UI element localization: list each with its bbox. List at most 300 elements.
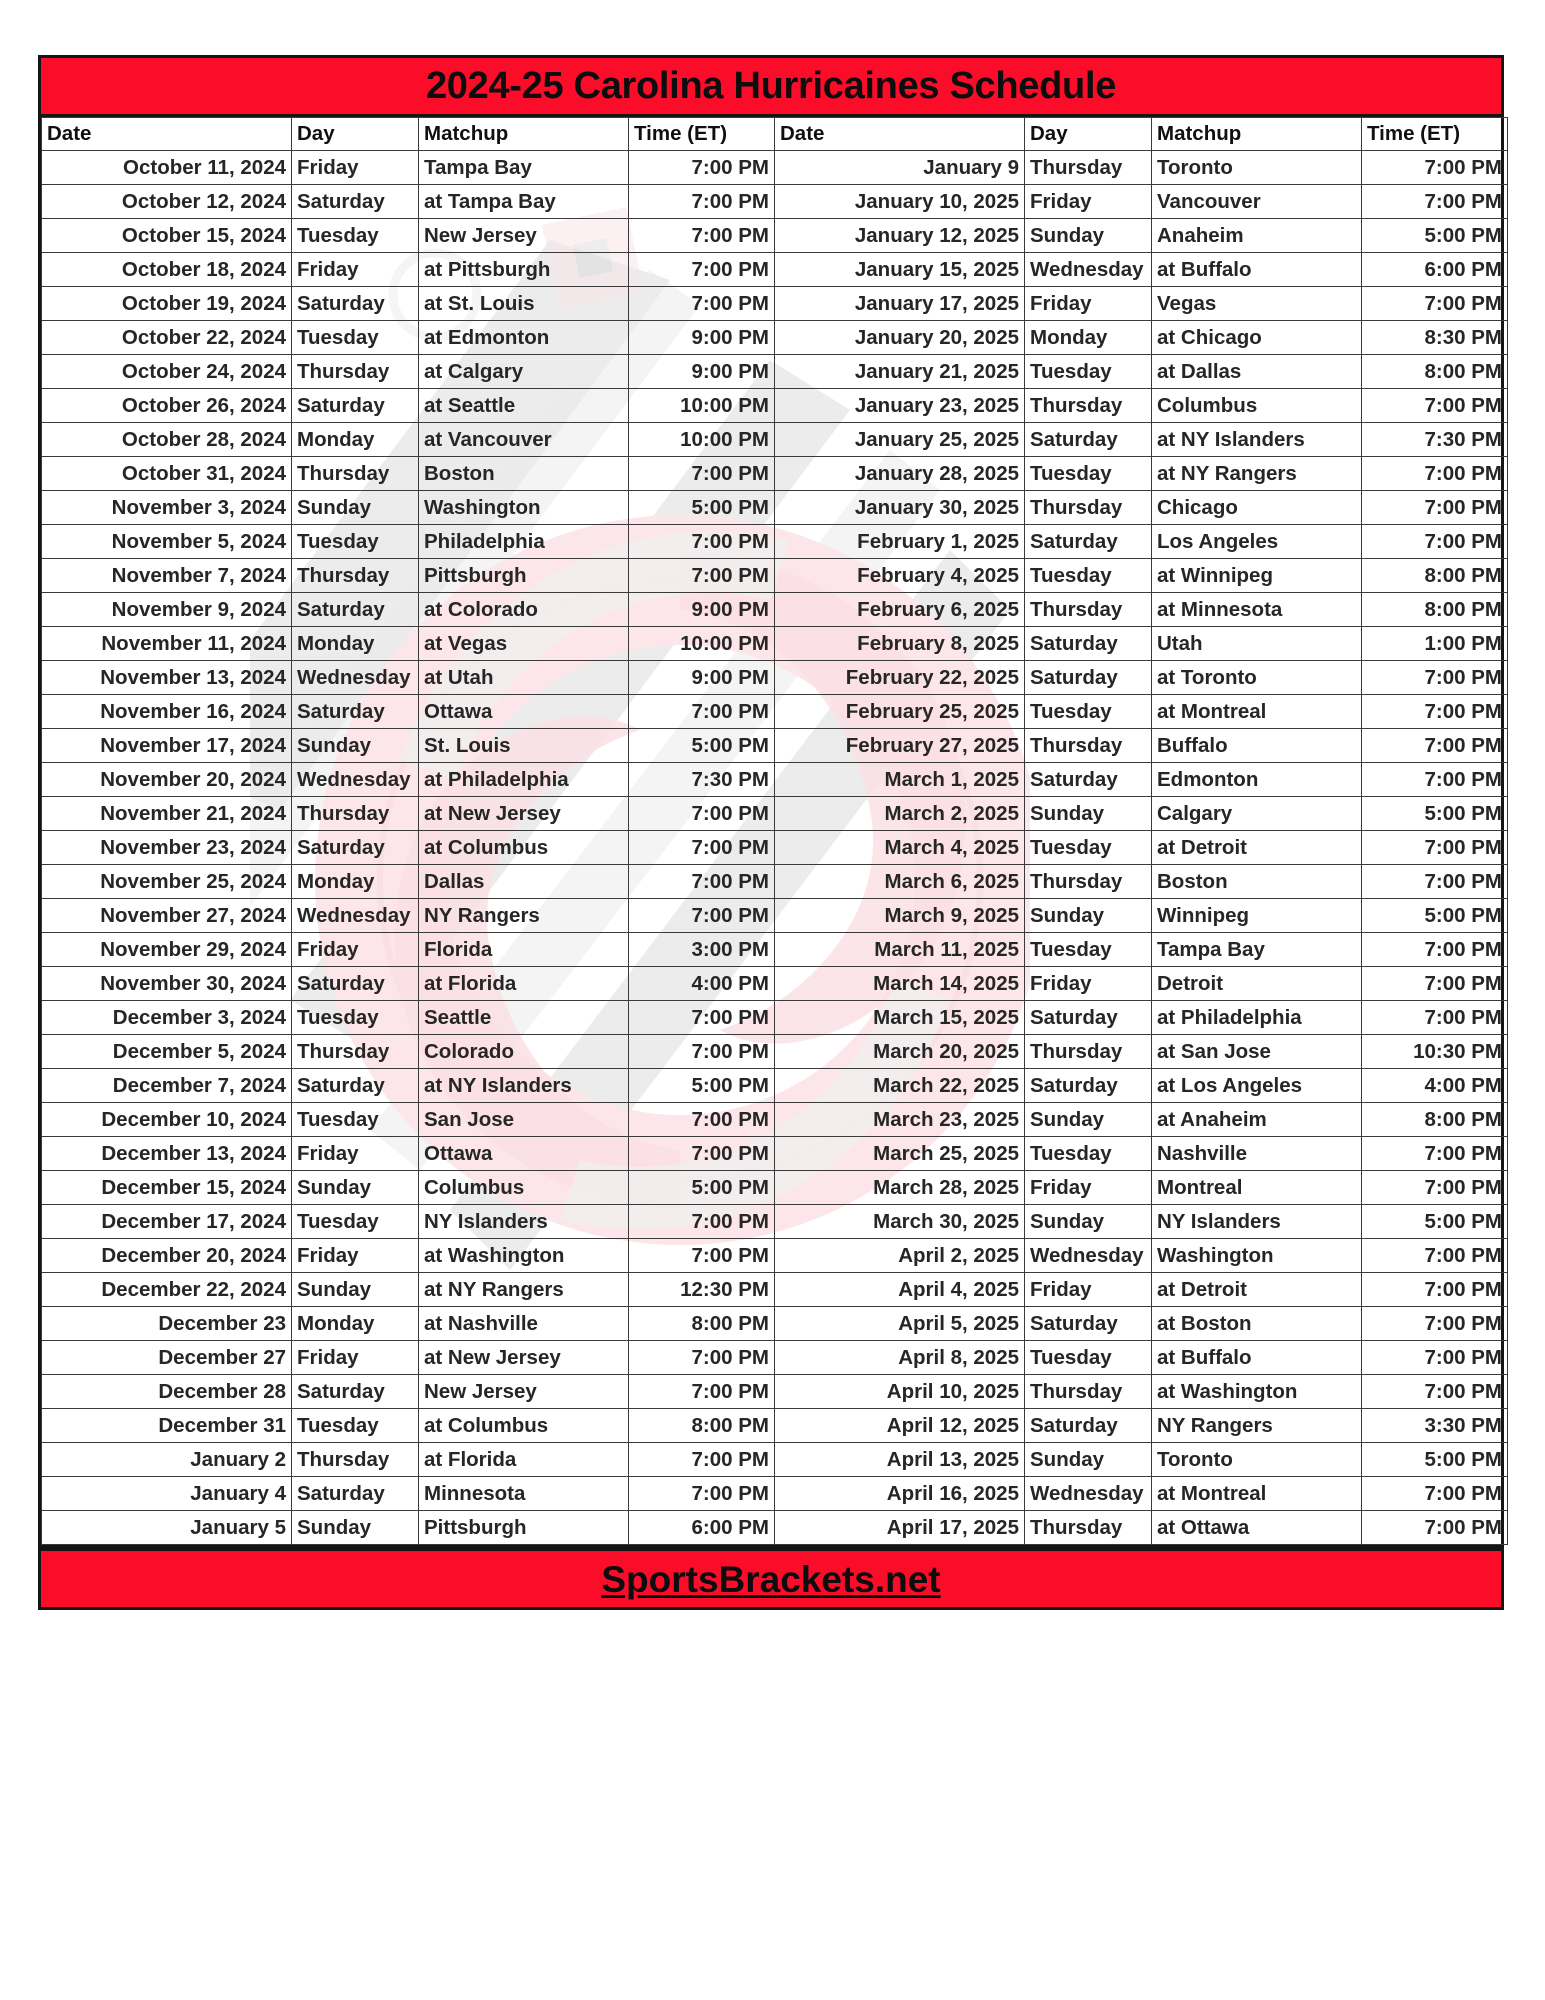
game-matchup: at Florida: [419, 967, 629, 1001]
header-time-left: Time (ET): [629, 118, 775, 151]
game-day: Wednesday: [292, 763, 419, 797]
game-day: Sunday: [292, 1511, 419, 1545]
game-time: 7:00 PM: [629, 185, 775, 219]
game-day: Sunday: [1025, 899, 1152, 933]
game-time: 7:00 PM: [1362, 1171, 1508, 1205]
table-row: [42, 219, 1508, 253]
game-date: March 2, 2025: [775, 797, 1025, 831]
game-matchup: Nashville: [1152, 1137, 1362, 1171]
game-date: November 27, 2024: [42, 899, 292, 933]
table-row: [42, 355, 1508, 389]
game-matchup: at NY Islanders: [419, 1069, 629, 1103]
game-time: 7:00 PM: [1362, 1307, 1508, 1341]
game-matchup: Dallas: [419, 865, 629, 899]
table-row: [42, 1001, 1508, 1035]
game-day: Wednesday: [292, 661, 419, 695]
game-day: Wednesday: [1025, 1239, 1152, 1273]
game-matchup: Montreal: [1152, 1171, 1362, 1205]
table-row: [42, 1103, 1508, 1137]
table-row: [42, 253, 1508, 287]
table-row: [42, 729, 1508, 763]
table-row: [42, 321, 1508, 355]
game-date: December 15, 2024: [42, 1171, 292, 1205]
game-day: Friday: [1025, 967, 1152, 1001]
game-time: 7:00 PM: [1362, 1511, 1508, 1545]
game-day: Friday: [292, 933, 419, 967]
game-matchup: at San Jose: [1152, 1035, 1362, 1069]
game-day: Monday: [292, 865, 419, 899]
game-matchup: at Detroit: [1152, 831, 1362, 865]
game-day: Friday: [292, 253, 419, 287]
game-day: Wednesday: [1025, 1477, 1152, 1511]
game-day: Sunday: [292, 491, 419, 525]
game-day: Tuesday: [292, 1409, 419, 1443]
game-matchup: at Buffalo: [1152, 1341, 1362, 1375]
table-row: [42, 1137, 1508, 1171]
game-day: Thursday: [1025, 1375, 1152, 1409]
game-day: Thursday: [292, 1443, 419, 1477]
game-time: 8:00 PM: [1362, 355, 1508, 389]
table-row: [42, 967, 1508, 1001]
game-time: 7:00 PM: [629, 1443, 775, 1477]
game-time: 7:00 PM: [1362, 865, 1508, 899]
game-date: December 31: [42, 1409, 292, 1443]
game-day: Saturday: [292, 967, 419, 1001]
game-time: 7:00 PM: [1362, 1001, 1508, 1035]
game-matchup: New Jersey: [419, 219, 629, 253]
game-day: Sunday: [1025, 797, 1152, 831]
game-day: Tuesday: [1025, 1137, 1152, 1171]
game-matchup: at Montreal: [1152, 695, 1362, 729]
table-row: [42, 1171, 1508, 1205]
table-row: [42, 559, 1508, 593]
game-date: January 15, 2025: [775, 253, 1025, 287]
game-day: Thursday: [1025, 491, 1152, 525]
game-time: 7:00 PM: [1362, 1477, 1508, 1511]
table-row: [42, 593, 1508, 627]
game-time: 7:00 PM: [629, 287, 775, 321]
table-row: [42, 1409, 1508, 1443]
game-date: January 5: [42, 1511, 292, 1545]
game-day: Friday: [292, 1239, 419, 1273]
game-day: Wednesday: [1025, 253, 1152, 287]
game-day: Saturday: [292, 287, 419, 321]
game-date: April 5, 2025: [775, 1307, 1025, 1341]
game-time: 5:00 PM: [1362, 1205, 1508, 1239]
game-matchup: Chicago: [1152, 491, 1362, 525]
game-date: December 13, 2024: [42, 1137, 292, 1171]
game-matchup: Washington: [1152, 1239, 1362, 1273]
game-time: 5:00 PM: [1362, 1443, 1508, 1477]
game-matchup: Seattle: [419, 1001, 629, 1035]
game-time: 7:00 PM: [1362, 457, 1508, 491]
game-matchup: NY Rangers: [1152, 1409, 1362, 1443]
game-time: 7:00 PM: [629, 865, 775, 899]
game-time: 7:00 PM: [1362, 1273, 1508, 1307]
game-day: Saturday: [292, 695, 419, 729]
game-date: October 22, 2024: [42, 321, 292, 355]
game-date: November 7, 2024: [42, 559, 292, 593]
game-matchup: Minnesota: [419, 1477, 629, 1511]
table-row: [42, 661, 1508, 695]
table-row: [42, 1273, 1508, 1307]
table-row: [42, 695, 1508, 729]
game-matchup: Utah: [1152, 627, 1362, 661]
game-day: Saturday: [1025, 661, 1152, 695]
game-date: March 14, 2025: [775, 967, 1025, 1001]
table-row: [42, 389, 1508, 423]
header-day-left: Day: [292, 118, 419, 151]
game-day: Saturday: [1025, 525, 1152, 559]
table-header-row: [42, 118, 1508, 151]
game-time: 7:00 PM: [1362, 967, 1508, 1001]
game-date: March 20, 2025: [775, 1035, 1025, 1069]
game-time: 7:00 PM: [629, 1477, 775, 1511]
table-row: [42, 1443, 1508, 1477]
game-matchup: Ottawa: [419, 1137, 629, 1171]
table-row: [42, 287, 1508, 321]
game-date: January 25, 2025: [775, 423, 1025, 457]
game-matchup: Vegas: [1152, 287, 1362, 321]
game-time: 4:00 PM: [1362, 1069, 1508, 1103]
game-date: March 11, 2025: [775, 933, 1025, 967]
game-time: 3:00 PM: [629, 933, 775, 967]
game-date: February 25, 2025: [775, 695, 1025, 729]
game-matchup: Toronto: [1152, 1443, 1362, 1477]
schedule-footer-bar: [38, 1548, 1504, 1610]
game-date: February 4, 2025: [775, 559, 1025, 593]
game-time: 4:00 PM: [629, 967, 775, 1001]
game-date: December 23: [42, 1307, 292, 1341]
game-day: Monday: [292, 627, 419, 661]
game-time: 5:00 PM: [1362, 219, 1508, 253]
game-date: March 1, 2025: [775, 763, 1025, 797]
table-row: [42, 1341, 1508, 1375]
game-matchup: at Columbus: [419, 1409, 629, 1443]
game-time: 5:00 PM: [1362, 899, 1508, 933]
game-date: March 6, 2025: [775, 865, 1025, 899]
table-row: [42, 1035, 1508, 1069]
game-day: Friday: [292, 1341, 419, 1375]
game-matchup: at Ottawa: [1152, 1511, 1362, 1545]
game-day: Thursday: [1025, 1511, 1152, 1545]
game-time: 7:00 PM: [629, 797, 775, 831]
game-date: October 31, 2024: [42, 457, 292, 491]
game-matchup: Ottawa: [419, 695, 629, 729]
game-matchup: Tampa Bay: [1152, 933, 1362, 967]
table-row: [42, 899, 1508, 933]
game-matchup: NY Rangers: [419, 899, 629, 933]
header-day-right: Day: [1025, 118, 1152, 151]
game-time: 1:00 PM: [1362, 627, 1508, 661]
game-day: Thursday: [292, 1035, 419, 1069]
game-day: Saturday: [292, 1069, 419, 1103]
game-time: 9:00 PM: [629, 593, 775, 627]
header-matchup-left: Matchup: [419, 118, 629, 151]
game-date: January 17, 2025: [775, 287, 1025, 321]
game-time: 7:00 PM: [1362, 389, 1508, 423]
game-date: January 12, 2025: [775, 219, 1025, 253]
game-date: October 11, 2024: [42, 151, 292, 185]
game-matchup: at Boston: [1152, 1307, 1362, 1341]
game-date: November 11, 2024: [42, 627, 292, 661]
game-matchup: San Jose: [419, 1103, 629, 1137]
game-day: Thursday: [1025, 865, 1152, 899]
game-day: Tuesday: [292, 321, 419, 355]
game-time: 5:00 PM: [629, 1069, 775, 1103]
game-matchup: Edmonton: [1152, 763, 1362, 797]
game-time: 7:00 PM: [629, 695, 775, 729]
game-matchup: at Buffalo: [1152, 253, 1362, 287]
game-day: Tuesday: [292, 1103, 419, 1137]
game-time: 7:00 PM: [629, 525, 775, 559]
page-title: 2024-25 Carolina Hurricaines Schedule: [425, 65, 1117, 107]
game-day: Tuesday: [1025, 1341, 1152, 1375]
game-matchup: New Jersey: [419, 1375, 629, 1409]
game-day: Saturday: [1025, 763, 1152, 797]
game-day: Thursday: [1025, 729, 1152, 763]
game-time: 8:00 PM: [1362, 593, 1508, 627]
game-day: Friday: [292, 1137, 419, 1171]
game-date: January 28, 2025: [775, 457, 1025, 491]
game-matchup: at Washington: [1152, 1375, 1362, 1409]
game-matchup: at Winnipeg: [1152, 559, 1362, 593]
game-time: 6:00 PM: [629, 1511, 775, 1545]
game-time: 7:30 PM: [629, 763, 775, 797]
game-matchup: Washington: [419, 491, 629, 525]
schedule-grid: [38, 117, 1504, 1548]
game-day: Tuesday: [292, 525, 419, 559]
game-day: Saturday: [1025, 1001, 1152, 1035]
game-date: March 4, 2025: [775, 831, 1025, 865]
game-date: April 17, 2025: [775, 1511, 1025, 1545]
table-row: [42, 1205, 1508, 1239]
game-date: December 20, 2024: [42, 1239, 292, 1273]
game-day: Sunday: [1025, 1443, 1152, 1477]
game-matchup: at St. Louis: [419, 287, 629, 321]
game-date: April 4, 2025: [775, 1273, 1025, 1307]
game-time: 7:00 PM: [629, 1239, 775, 1273]
game-date: January 9: [775, 151, 1025, 185]
game-matchup: Philadelphia: [419, 525, 629, 559]
schedule-title-bar: [38, 55, 1504, 117]
game-date: December 3, 2024: [42, 1001, 292, 1035]
game-day: Tuesday: [1025, 355, 1152, 389]
game-date: November 30, 2024: [42, 967, 292, 1001]
game-matchup: St. Louis: [419, 729, 629, 763]
game-time: 8:30 PM: [1362, 321, 1508, 355]
game-day: Monday: [292, 423, 419, 457]
game-time: 8:00 PM: [1362, 559, 1508, 593]
game-matchup: Boston: [1152, 865, 1362, 899]
game-time: 8:00 PM: [1362, 1103, 1508, 1137]
game-matchup: NY Islanders: [1152, 1205, 1362, 1239]
game-time: 7:00 PM: [629, 219, 775, 253]
game-day: Sunday: [292, 729, 419, 763]
game-time: 7:00 PM: [1362, 661, 1508, 695]
game-day: Sunday: [1025, 1103, 1152, 1137]
game-date: November 29, 2024: [42, 933, 292, 967]
header-time-right: Time (ET): [1362, 118, 1508, 151]
game-time: 5:00 PM: [629, 491, 775, 525]
game-matchup: Florida: [419, 933, 629, 967]
game-matchup: at Washington: [419, 1239, 629, 1273]
table-row: [42, 1477, 1508, 1511]
game-matchup: at Florida: [419, 1443, 629, 1477]
game-date: January 23, 2025: [775, 389, 1025, 423]
game-matchup: at Tampa Bay: [419, 185, 629, 219]
game-date: October 12, 2024: [42, 185, 292, 219]
game-matchup: Tampa Bay: [419, 151, 629, 185]
schedule-body: [42, 151, 1508, 1545]
game-matchup: at Dallas: [1152, 355, 1362, 389]
game-date: January 30, 2025: [775, 491, 1025, 525]
game-day: Thursday: [1025, 593, 1152, 627]
game-time: 7:00 PM: [1362, 1375, 1508, 1409]
game-day: Tuesday: [1025, 457, 1152, 491]
game-date: February 6, 2025: [775, 593, 1025, 627]
game-day: Thursday: [1025, 1035, 1152, 1069]
game-time: 10:30 PM: [1362, 1035, 1508, 1069]
game-matchup: at Pittsburgh: [419, 253, 629, 287]
game-day: Saturday: [1025, 423, 1152, 457]
game-date: November 25, 2024: [42, 865, 292, 899]
game-date: April 8, 2025: [775, 1341, 1025, 1375]
game-date: March 30, 2025: [775, 1205, 1025, 1239]
game-day: Tuesday: [1025, 695, 1152, 729]
game-day: Saturday: [1025, 627, 1152, 661]
game-matchup: at Seattle: [419, 389, 629, 423]
table-row: [42, 1239, 1508, 1273]
game-day: Tuesday: [292, 1205, 419, 1239]
game-day: Wednesday: [292, 899, 419, 933]
game-day: Tuesday: [1025, 831, 1152, 865]
game-day: Friday: [292, 151, 419, 185]
game-day: Sunday: [292, 1171, 419, 1205]
game-date: November 23, 2024: [42, 831, 292, 865]
header-date-right: Date: [775, 118, 1025, 151]
game-date: November 20, 2024: [42, 763, 292, 797]
game-matchup: at Calgary: [419, 355, 629, 389]
game-day: Thursday: [292, 457, 419, 491]
game-time: 7:00 PM: [1362, 151, 1508, 185]
game-matchup: at Philadelphia: [1152, 1001, 1362, 1035]
table-row: [42, 763, 1508, 797]
game-day: Monday: [292, 1307, 419, 1341]
game-matchup: Pittsburgh: [419, 1511, 629, 1545]
game-date: December 7, 2024: [42, 1069, 292, 1103]
game-time: 8:00 PM: [629, 1307, 775, 1341]
table-row: [42, 185, 1508, 219]
game-matchup: at NY Islanders: [1152, 423, 1362, 457]
game-matchup: Calgary: [1152, 797, 1362, 831]
game-matchup: at Montreal: [1152, 1477, 1362, 1511]
game-day: Tuesday: [292, 1001, 419, 1035]
game-date: October 28, 2024: [42, 423, 292, 457]
table-row: [42, 423, 1508, 457]
game-date: April 12, 2025: [775, 1409, 1025, 1443]
game-matchup: at Utah: [419, 661, 629, 695]
game-time: 7:00 PM: [1362, 491, 1508, 525]
game-date: November 3, 2024: [42, 491, 292, 525]
game-time: 7:00 PM: [629, 1103, 775, 1137]
game-day: Monday: [1025, 321, 1152, 355]
game-day: Friday: [1025, 1171, 1152, 1205]
game-day: Tuesday: [292, 219, 419, 253]
game-date: December 27: [42, 1341, 292, 1375]
game-matchup: at New Jersey: [419, 1341, 629, 1375]
game-time: 7:00 PM: [629, 253, 775, 287]
game-date: April 2, 2025: [775, 1239, 1025, 1273]
game-time: 3:30 PM: [1362, 1409, 1508, 1443]
game-matchup: Winnipeg: [1152, 899, 1362, 933]
game-day: Friday: [1025, 185, 1152, 219]
game-time: 10:00 PM: [629, 627, 775, 661]
game-date: March 25, 2025: [775, 1137, 1025, 1171]
game-time: 7:00 PM: [1362, 525, 1508, 559]
game-date: December 28: [42, 1375, 292, 1409]
game-day: Saturday: [292, 389, 419, 423]
game-date: November 13, 2024: [42, 661, 292, 695]
game-date: October 26, 2024: [42, 389, 292, 423]
game-day: Sunday: [1025, 1205, 1152, 1239]
game-time: 7:00 PM: [629, 1205, 775, 1239]
game-date: November 17, 2024: [42, 729, 292, 763]
game-day: Saturday: [1025, 1069, 1152, 1103]
game-day: Tuesday: [1025, 933, 1152, 967]
site-link[interactable]: SportsBrackets.net: [601, 1559, 941, 1600]
game-matchup: at Los Angeles: [1152, 1069, 1362, 1103]
game-day: Saturday: [292, 593, 419, 627]
game-time: 7:00 PM: [1362, 1239, 1508, 1273]
game-date: December 10, 2024: [42, 1103, 292, 1137]
table-row: [42, 865, 1508, 899]
game-time: 5:00 PM: [1362, 797, 1508, 831]
game-date: October 24, 2024: [42, 355, 292, 389]
game-day: Sunday: [1025, 219, 1152, 253]
game-time: 7:00 PM: [1362, 695, 1508, 729]
game-matchup: Colorado: [419, 1035, 629, 1069]
game-matchup: at Edmonton: [419, 321, 629, 355]
game-matchup: at Vancouver: [419, 423, 629, 457]
game-time: 7:00 PM: [1362, 185, 1508, 219]
game-matchup: at Columbus: [419, 831, 629, 865]
table-row: [42, 491, 1508, 525]
game-date: February 1, 2025: [775, 525, 1025, 559]
table-row: [42, 1375, 1508, 1409]
game-day: Tuesday: [1025, 559, 1152, 593]
game-time: 7:00 PM: [629, 1035, 775, 1069]
game-time: 7:00 PM: [1362, 729, 1508, 763]
game-date: January 20, 2025: [775, 321, 1025, 355]
game-time: 9:00 PM: [629, 321, 775, 355]
game-date: January 4: [42, 1477, 292, 1511]
game-date: March 28, 2025: [775, 1171, 1025, 1205]
game-matchup: Vancouver: [1152, 185, 1362, 219]
game-matchup: at Colorado: [419, 593, 629, 627]
game-date: February 8, 2025: [775, 627, 1025, 661]
game-date: March 9, 2025: [775, 899, 1025, 933]
header-date-left: Date: [42, 118, 292, 151]
game-matchup: at Minnesota: [1152, 593, 1362, 627]
game-day: Saturday: [292, 831, 419, 865]
game-date: October 15, 2024: [42, 219, 292, 253]
game-date: April 16, 2025: [775, 1477, 1025, 1511]
table-row: [42, 797, 1508, 831]
game-time: 7:00 PM: [1362, 1137, 1508, 1171]
game-date: March 15, 2025: [775, 1001, 1025, 1035]
game-time: 7:00 PM: [629, 1137, 775, 1171]
